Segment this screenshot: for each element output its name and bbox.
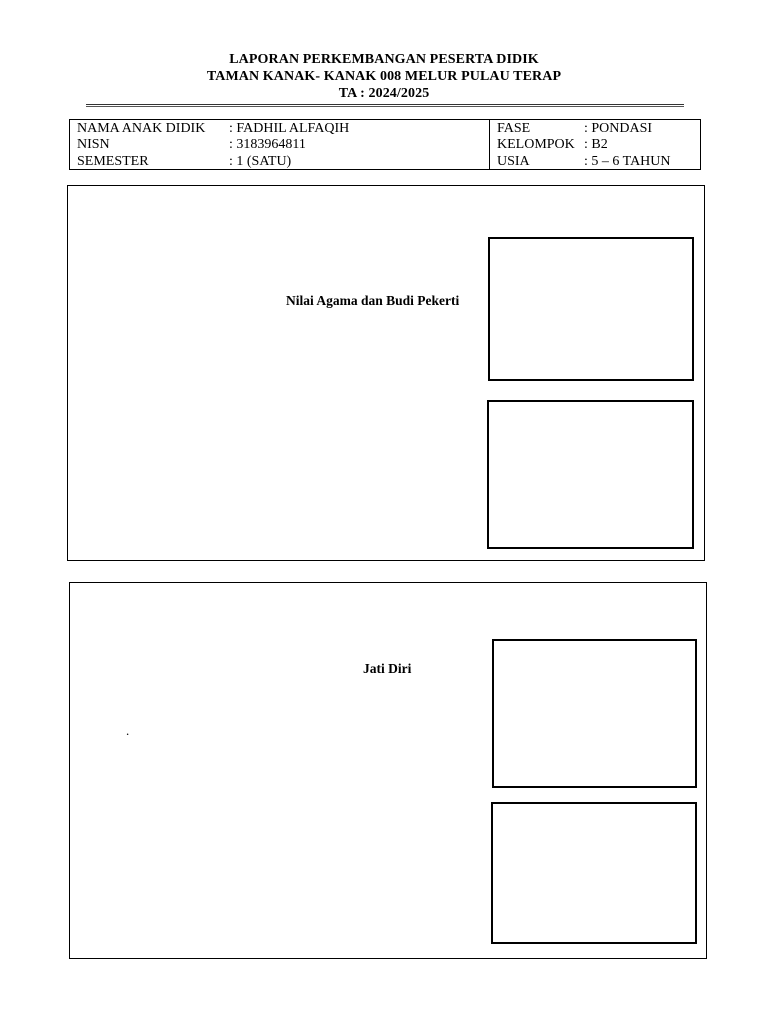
student-info-left bbox=[70, 120, 490, 169]
academic-year: TA : 2024/2025 bbox=[338, 86, 430, 101]
name-label: NAMA ANAK DIDIK bbox=[77, 121, 206, 136]
section-title: Nilai Agama dan Budi Pekerti bbox=[286, 293, 460, 308]
fase-label: FASE bbox=[497, 121, 531, 136]
section-jati-diri bbox=[69, 582, 707, 959]
usia-label: USIA bbox=[497, 154, 530, 169]
nisn-value: : 3183964811 bbox=[229, 137, 306, 152]
school-name: TAMAN KANAK- KANAK 008 MELUR PULAU TERAP bbox=[206, 69, 562, 84]
student-info-right bbox=[490, 120, 700, 169]
semester-label: SEMESTER bbox=[77, 154, 149, 169]
name-value: : FADHIL ALFAQIH bbox=[229, 121, 350, 136]
usia-value: : 5 – 6 TAHUN bbox=[584, 154, 671, 169]
report-title: LAPORAN PERKEMBANGAN PESERTA DIDIK bbox=[229, 52, 539, 67]
photo-frame bbox=[492, 639, 697, 788]
nisn-label: NISN bbox=[77, 137, 110, 152]
kelompok-label: KELOMPOK bbox=[497, 137, 575, 152]
photo-frame bbox=[488, 237, 694, 381]
header-divider-secondary bbox=[86, 106, 684, 107]
photo-frame bbox=[487, 400, 694, 549]
kelompok-value: : B2 bbox=[584, 137, 608, 152]
semester-value: : 1 (SATU) bbox=[229, 154, 292, 169]
report-header bbox=[0, 51, 768, 102]
note-text: . bbox=[126, 723, 130, 738]
student-info-table bbox=[69, 119, 701, 170]
header-divider bbox=[86, 104, 684, 105]
fase-value: : PONDASI bbox=[584, 121, 653, 136]
photo-frame bbox=[491, 802, 697, 944]
section-nilai-agama bbox=[67, 185, 705, 561]
section-title: Jati Diri bbox=[363, 661, 412, 676]
